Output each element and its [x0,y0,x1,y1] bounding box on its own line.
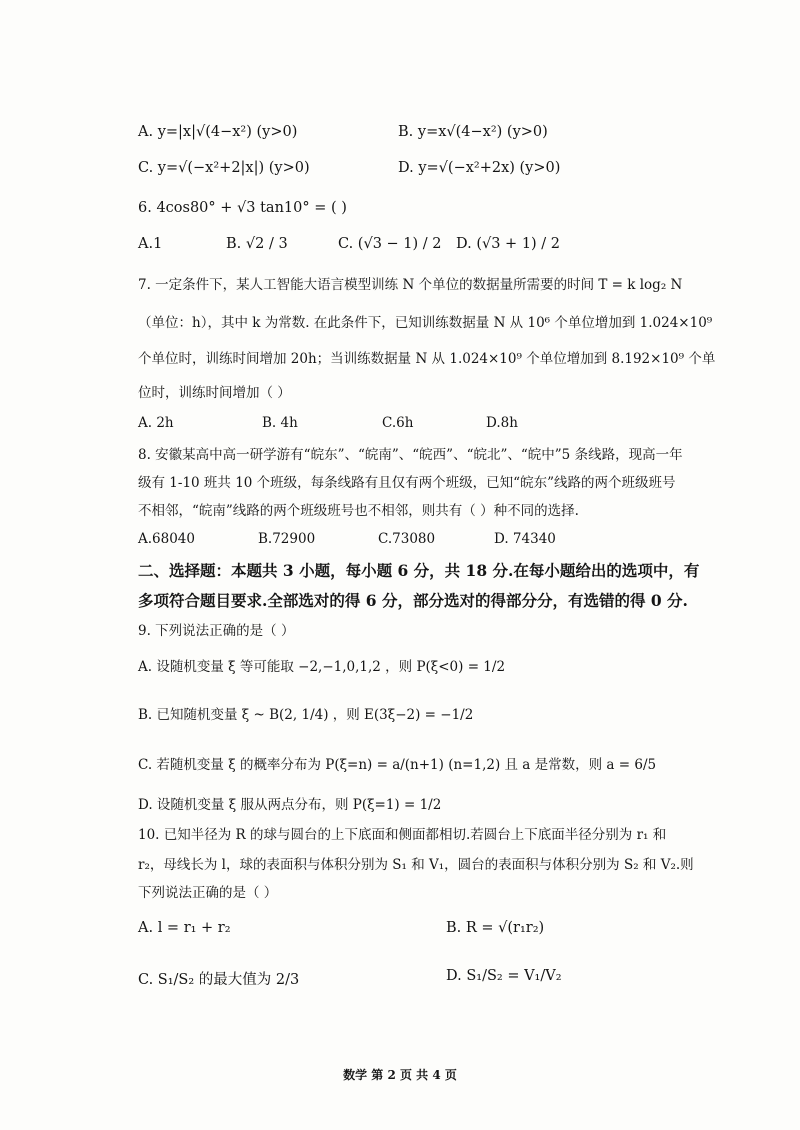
q7-option-d: D.8h [486,415,518,431]
q5-option-a: A. y=|x|√(4−x²) (y>0) [138,124,298,140]
q6-option-b: B. √2 / 3 [226,236,288,252]
q7-line-1: 7. 一定条件下，某人工智能大语言模型训练 N 个单位的数据量所需要的时间 T = k log₂ N [138,277,683,293]
q8-line-3: 不相邻，“皖南”线路的两个班级班号也不相邻，则共有（ ）种不同的选择. [138,503,579,519]
q6-option-d: D. (√3 + 1) / 2 [456,236,561,252]
q8-option-d: D. 74340 [494,531,556,547]
q6-stem: 6. 4cos80° + √3 tan10° = ( ) [138,200,347,216]
q7-line-3: 个单位时，训练时间增加 20h；当训练数据量 N 从 1.024×10⁹ 个单位增加到 8.192×10⁹ 个单 [138,351,716,367]
q7-option-c: C.6h [382,415,414,431]
q8-option-b: B.72900 [258,531,316,547]
q6-option-a: A.1 [138,236,163,252]
q9-option-a: A. 设随机变量 ξ 等可能取 −2,−1,0,1,2 ，则 P(ξ<0) = 1/2 [138,659,506,675]
q8-option-a: A.68040 [138,531,195,547]
q10-option-a: A. l = r₁ + r₂ [138,920,231,936]
q10-line-2: r₂，母线长为 l，球的表面积与体积分别为 S₁ 和 V₁，圆台的表面积与体积分别为 S₂ 和 V₂.则 [138,857,694,873]
q7-option-a: A. 2h [138,415,174,431]
q7-line-4: 位时，训练时间增加（ ） [138,385,291,401]
q10-line-1: 10. 已知半径为 R 的球与圆台的上下底面和侧面都相切.若圆台上下底面半径分别为 r₁ 和 [138,827,667,843]
q10-option-d: D. S₁/S₂ = V₁/V₂ [446,968,562,984]
q6-option-c: C. (√3 − 1) / 2 [338,236,442,252]
page-footer: 数学 第 2 页 共 4 页 [343,1068,457,1082]
q5-option-b: B. y=x√(4−x²) (y>0) [398,124,548,140]
q10-option-b: B. R = √(r₁r₂) [446,920,545,936]
q10-line-3: 下列说法正确的是（ ） [138,885,278,901]
q7-option-b: B. 4h [262,415,298,431]
section2-heading-line-1: 二、选择题：本题共 3 小题，每小题 6 分，共 18 分.在每小题给出的选项中，有 [138,561,700,580]
q9-option-b: B. 已知随机变量 ξ ~ B(2, 1/4) ，则 E(3ξ−2) = −1/2 [138,707,474,723]
q9-option-c: C. 若随机变量 ξ 的概率分布为 P(ξ=n) = a/(n+1) (n=1,2) 且 a 是常数，则 a = 6/5 [138,757,657,773]
section2-heading-line-2: 多项符合题目要求.全部选对的得 6 分，部分选对的得部分分，有选错的得 0 分. [138,591,688,610]
q7-line-2: （单位：h），其中 k 为常数. 在此条件下，已知训练数据量 N 从 10⁶ 个单位增加到 1.024×10⁹ [138,315,713,331]
q5-option-c: C. y=√(−x²+2|x|) (y>0) [138,160,310,176]
q8-option-c: C.73080 [378,531,436,547]
q8-line-2: 级有 1-10 班共 10 个班级，每条线路有且仅有两个班级，已知“皖东”线路的两个班级班号 [138,475,676,491]
q10-option-c: C. S₁/S₂ 的最大值为 2/3 [138,972,300,988]
q5-option-d: D. y=√(−x²+2x) (y>0) [398,160,561,176]
q9-option-d: D. 设随机变量 ξ 服从两点分布，则 P(ξ=1) = 1/2 [138,797,442,813]
q8-line-1: 8. 安徽某高中高一研学游有“皖东”、“皖南”、“皖西”、“皖北”、“皖中”5 条线路，现高一年 [138,447,683,463]
q9-stem: 9. 下列说法正确的是（ ） [138,623,295,639]
